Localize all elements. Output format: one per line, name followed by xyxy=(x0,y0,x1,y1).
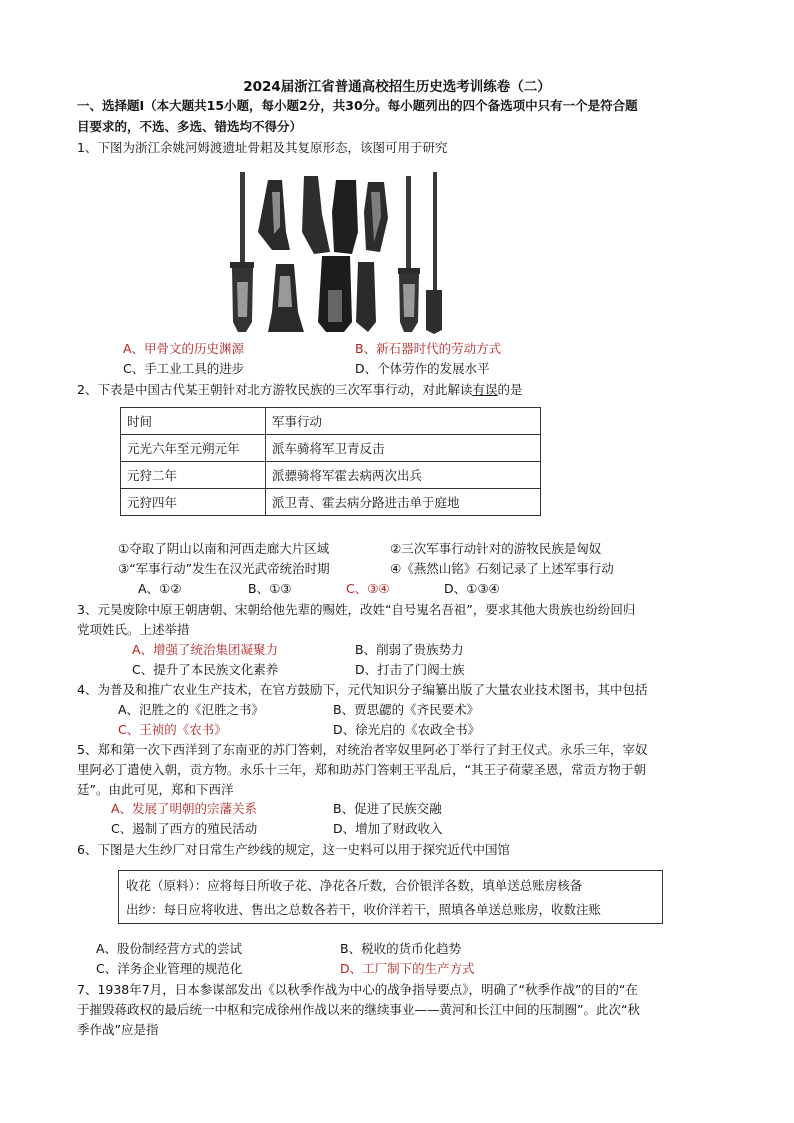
q2-option-c: C、③④ xyxy=(346,581,390,596)
q5-option-c: C、遏制了西方的殖民活动 xyxy=(111,821,258,836)
table-header-cell: 时间 xyxy=(121,408,266,435)
q7-stem-line3: 季作战”应是指 xyxy=(77,1022,159,1037)
q6-stem: 6、下图是大生纱厂对日常生产纱线的规定，这一史料可以用于探究近代中国馆 xyxy=(77,842,510,857)
q2-statement-1: ①夺取了阴山以南和河西走廊大片区域 xyxy=(118,541,330,556)
q1-stem: 1、下图为浙江余姚河姆渡遗址骨耜及其复原形态，该图可用于研究 xyxy=(77,140,448,155)
q6-option-d: D、工厂制下的生产方式 xyxy=(340,961,475,976)
table-cell: 元狩二年 xyxy=(121,462,266,489)
q7-stem-line2: 于摧毁蒋政权的最后统一中枢和完成徐州作战以来的继续事业——黄河和长江中间的压制圈”。此次“秋 xyxy=(77,1002,640,1017)
q1-option-d: D、个体劳作的发展水平 xyxy=(355,361,490,376)
table-header-cell: 军事行动 xyxy=(266,408,541,435)
q5-option-d: D、增加了财政收入 xyxy=(333,821,443,836)
table-cell: 派卫青、霍去病分路进击单于庭地 xyxy=(266,489,541,516)
bone-spade-figure xyxy=(228,172,453,334)
q5-stem-line3: 廷”。由此可见，郑和下西洋 xyxy=(77,782,234,797)
q2-statement-4: ④《燕然山铭》石刻记录了上述军事行动 xyxy=(390,561,614,576)
q5-option-a: A、发展了明朝的宗藩关系 xyxy=(111,801,258,816)
table-cell: 元光六年至元朔元年 xyxy=(121,435,266,462)
regulation-line-1: 收花（原料）：应将每日所收子花、净花各斤数，合价银洋各数，填单送总账房核备 xyxy=(126,878,583,893)
q4-option-b: B、贾思勰的《齐民要术》 xyxy=(333,702,480,717)
section-header-line1: 一、选择题Ⅰ（本大题共15小题，每小题2分，共30分。每小题列出的四个备选项中只有一个是符合题 xyxy=(77,98,638,113)
table-row xyxy=(121,462,541,489)
q1-option-c: C、手工业工具的进步 xyxy=(123,361,245,376)
q3-option-c: C、提升了本民族文化素养 xyxy=(132,662,279,677)
section-header-line2: 目要求的，不选、多选、错选均不得分） xyxy=(77,119,303,134)
table-cell: 元狩四年 xyxy=(121,489,266,516)
regulation-line-2: 出纱：每日应将收进、售出之总数各若干，收价洋若干，照填各单送总账房，收数注账 xyxy=(126,902,602,917)
q6-option-c: C、洋务企业管理的规范化 xyxy=(96,961,243,976)
q4-option-c: C、王祯的《农书》 xyxy=(118,722,227,737)
table-row xyxy=(121,435,541,462)
q2-stem xyxy=(77,381,523,399)
q2-stem-pre: 2、下表是中国古代某王朝针对北方游牧民族的三次军事行动，对此解读 xyxy=(77,382,473,397)
page-title: 2024届浙江省普通高校招生历史选考训练卷（二） xyxy=(243,79,551,95)
q3-stem-line1: 3、元昊废除中原王朝唐朝、宋朝给他先辈的赐姓，改姓“自号嵬名吾祖”，要求其他大贵族也纷纷回归 xyxy=(77,602,636,617)
q3-option-d: D、打击了门阀士族 xyxy=(355,662,465,677)
military-table xyxy=(120,407,541,516)
q2-option-b: B、①③ xyxy=(248,581,292,596)
q3-stem-line2: 党项姓氏。上述举措 xyxy=(77,622,190,637)
q2-option-a: A、①② xyxy=(138,581,182,596)
table-header-row xyxy=(121,408,541,435)
q1-option-a: A、甲骨文的历史渊源 xyxy=(123,341,245,356)
q5-option-b: B、促进了民族交融 xyxy=(333,801,442,816)
q3-option-b: B、削弱了贵族势力 xyxy=(355,642,464,657)
q5-stem-line1: 5、郑和第一次下西洋到了东南亚的苏门答剌，对统治者宰奴里阿必丁举行了封王仪式。永乐三年，宰奴 xyxy=(77,742,648,757)
q2-statement-3: ③“军事行动”发生在汉光武帝统治时期 xyxy=(118,561,330,576)
q1-option-b: B、新石器时代的劳动方式 xyxy=(355,341,502,356)
q5-stem-line2: 里阿必丁遣使入朝，贡方物。永乐十三年，郑和助苏门答剌王平乱后，“其王子荷蒙圣恩，常贡方物于朝 xyxy=(77,762,646,777)
q4-stem: 4、为普及和推广农业生产技术，在官方鼓励下，元代知识分子编纂出版了大量农业技术图书，其中包括 xyxy=(77,682,648,697)
q2-stem-underlined: 有误 xyxy=(472,382,498,397)
q2-stem-post: 的是 xyxy=(497,382,523,397)
q6-option-a: A、股份制经营方式的尝试 xyxy=(96,941,243,956)
regulation-box xyxy=(118,870,663,924)
q4-option-d: D、徐光启的《农政全书》 xyxy=(333,722,481,737)
q6-option-b: B、税收的货币化趋势 xyxy=(340,941,462,956)
table-cell: 派骠骑将军霍去病两次出兵 xyxy=(266,462,541,489)
q3-option-a: A、增强了统治集团凝聚力 xyxy=(132,642,279,657)
table-cell: 派车骑将军卫青反击 xyxy=(266,435,541,462)
q2-statement-2: ②三次军事行动针对的游牧民族是匈奴 xyxy=(390,541,602,556)
q4-option-a: A、氾胜之的《氾胜之书》 xyxy=(118,702,265,717)
q7-stem-line1: 7、1938年7月，日本参谋部发出《以秋季作战为中心的战争指导要点》，明确了“秋季作战”的目的“在 xyxy=(77,982,638,997)
table-row xyxy=(121,489,541,516)
q2-option-d: D、①③④ xyxy=(444,581,500,596)
